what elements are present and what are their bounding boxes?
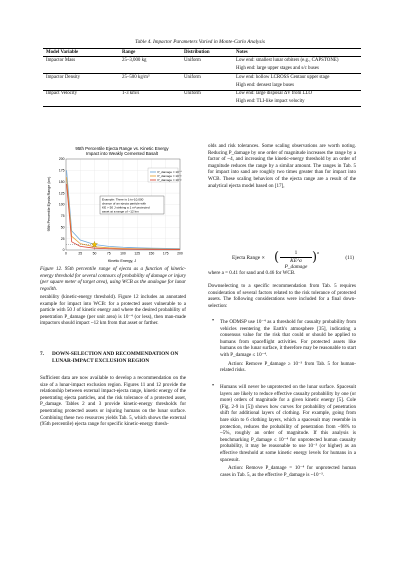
bullet-marker: • bbox=[212, 383, 215, 389]
ejecta-range-chart bbox=[44, 144, 186, 264]
table-row bbox=[43, 98, 361, 106]
annotation-text: KE > 50 J striking a 1 m² protected bbox=[102, 205, 150, 210]
left-column-para-2 bbox=[40, 375, 186, 428]
chart-title-line2: Impact into Weakly Cemented Basalt bbox=[86, 151, 158, 156]
table-cell-variable: Impactor Density bbox=[43, 73, 119, 81]
annotation-text: Example: There is 1-in-10,000 bbox=[102, 197, 144, 202]
table-row bbox=[43, 65, 361, 73]
right-column-para-2 bbox=[208, 283, 356, 309]
chart-xlabel: Kinetic Energy, J bbox=[107, 259, 137, 263]
legend-label: P_damage = 10⁻⁴ bbox=[157, 170, 182, 175]
right-column-eq-note bbox=[208, 270, 356, 277]
right-column-para-1 bbox=[208, 143, 356, 189]
table-header-distribution: Distribution bbox=[181, 49, 233, 57]
table-cell-range: 1-3 km/s bbox=[119, 90, 181, 98]
chart-legend bbox=[148, 168, 182, 182]
x-tick-label: 0 bbox=[65, 251, 67, 256]
bullet-item-1 bbox=[220, 319, 356, 374]
table-caption: Table 4. Impactor Parameters Varied in Monte-Carlo Analysis bbox=[135, 39, 265, 45]
bullet-marker: • bbox=[212, 318, 215, 324]
y-tick-label: 75 bbox=[60, 214, 65, 219]
table-cell-distribution: Uniform bbox=[181, 73, 233, 81]
paragraph: Sufficient data are now available to develop a recommendation on the size of a lunar-impact exclusion region. Figures 11 and 12 provide the relationship between external impact-ejecta range, kinetic energy of the penetrating ejecta particles, and the risk tolerance of a protected asset, P_damage. Tables 2 and 3 provide kinetic-energy thresholds for penetrating protected assets or injuring humans on the lunar surface. Combining these two resources yields Tab. 5, which shows the external (95th percentile) ejecta range for specific kinetic-energy thresh- bbox=[40, 375, 186, 428]
x-tick-label: 50 bbox=[92, 251, 97, 256]
table-row bbox=[43, 90, 361, 98]
x-tick-label: 100 bbox=[120, 251, 126, 256]
equation-fraction bbox=[280, 250, 312, 270]
table-cell-note: High end: TLI-like impact velocity bbox=[233, 98, 361, 106]
table-cell-range: 25–500 kg/m³ bbox=[119, 73, 181, 81]
paragraph: nerability (kinetic-energy threshold). Figure 12 includes an annotated example for impact into WCB: for a protected asset vulnerable to a particle with 50 J of kinetic energy and where the desired probability of penetration P_damage (per unit area) is 10⁻⁴ (or less), then man-made impactors should impact ~12 km from that asset or farther. bbox=[40, 294, 186, 327]
section-heading-7 bbox=[40, 351, 186, 365]
bullet-item-2 bbox=[220, 384, 356, 478]
table-cell-note: High end: densest large buses bbox=[236, 82, 295, 88]
y-tick-label: 50 bbox=[60, 225, 65, 230]
paragraph: where a = 0.41 for sand and 0.46 for WCB. bbox=[208, 270, 296, 276]
y-tick-label: 100 bbox=[58, 202, 65, 207]
equation-exponent: a bbox=[317, 250, 319, 255]
chart-title-line1: 95th Percentile Ejecta Range vs. Kinetic Energy bbox=[75, 146, 169, 151]
table-cell-note: High end: large upper stages and s/c buses bbox=[236, 65, 319, 71]
figure-12 bbox=[44, 144, 186, 264]
equation-numerator: 1 bbox=[294, 250, 298, 256]
paragraph: Downselecting to a specific recommendation from Tab. 5 requires consideration of several factors related to the risk tolerance of protected assets. The following considerations were included for a final down-selection: bbox=[208, 283, 356, 309]
table-cell-range: 25–3,000 kg bbox=[119, 57, 181, 65]
x-tick-label: 175 bbox=[162, 251, 169, 256]
table-cell-note: Low end: large disposal ΔV from LLO bbox=[233, 90, 361, 98]
equation-number: (11) bbox=[345, 255, 354, 261]
table-row bbox=[43, 73, 361, 81]
table-header-variable: Model Variable bbox=[43, 49, 119, 57]
x-tick-label: 200 bbox=[177, 251, 183, 256]
annotation-text: chance of an ejecta particle with bbox=[102, 201, 147, 206]
table-cell-note: Low end: hollow LCROSS Centaur upper stage bbox=[233, 73, 361, 81]
table-cell-distribution: Uniform bbox=[181, 57, 233, 65]
y-tick-label: 25 bbox=[60, 236, 65, 241]
table-row bbox=[43, 57, 361, 65]
figure-caption: Figure 12. 95th percentile range of ejecta as a function of kinetic-energy threshold for several contours of probability of damage or injury (per square meter of target area), using WCB as the analogue for lunar regolith. bbox=[40, 266, 186, 292]
bullet-action: Action: Remove P_damage ≥ 10⁻³ from Tab. 5 for human-related risks. bbox=[220, 360, 356, 374]
table-header-row bbox=[43, 49, 361, 57]
bullet-text: The ODMSP use 10⁻⁴ as a threshold for casualty probability from vehicles reentering the Earth's atmosphere [35], indicating a consensus value for the risk that could or should be applied to humans from spaceflight activities. For protected assets like humans on the lunar surface, it therefore may be reasonable to start with P_damage ≤ 10⁻⁴. bbox=[220, 319, 356, 358]
impactor-parameters-table bbox=[43, 48, 361, 107]
y-tick-label: 150 bbox=[58, 179, 65, 184]
x-tick-label: 150 bbox=[148, 251, 155, 256]
x-tick-label: 125 bbox=[134, 251, 141, 256]
paragraph: olds and risk tolerances. Some scaling observations are worth noting. Reducing P_damage by one order of magnitude increases the range by a factor of ~4, and increasing the kinetic-energy threshold by an order of magnitude reduces the range by a similar amount. The ranges in Tab. 5 for impact into sand are roughly two times greater than for impact into WCB. These scaling behaviors of the ejecta range are a result of the analytical ejecta model based on [17], bbox=[208, 143, 356, 189]
annotation-text: asset at a range of ~12 km bbox=[102, 209, 139, 214]
section-title: DOWN-SELECTION AND RECOMMENDATION ON LUNAR-IMPACT EXCLUSION REGION bbox=[52, 351, 179, 364]
table-header-notes: Notes bbox=[233, 49, 361, 57]
left-column-para-1 bbox=[40, 294, 186, 327]
table-row bbox=[43, 82, 361, 90]
table-cell-note: Low end: smallest lunar orbiters (e.g., CAPSTONE) bbox=[233, 57, 361, 65]
legend-label: P_damage = 10⁻² bbox=[157, 178, 182, 183]
equation-11 bbox=[208, 249, 356, 271]
table-header-range: Range bbox=[119, 49, 181, 57]
equation-open-paren: ( bbox=[274, 250, 280, 265]
section-number: 7. bbox=[40, 351, 44, 357]
y-tick-label: 0 bbox=[62, 248, 65, 253]
bullet-action: Action: Remove P_damage = 10⁻⁴ for unprotected human cases in Tab. 5, as the effective P_damage is ~10⁻³. bbox=[220, 465, 356, 478]
equation-denominator: KE^a P_damage bbox=[284, 258, 308, 271]
table-cell-variable: Impactor Mass bbox=[43, 57, 119, 65]
y-tick-label: 175 bbox=[58, 168, 65, 173]
y-tick-label: 200 bbox=[58, 157, 65, 162]
bullet-text: Humans will never be unprotected on the lunar surface. Spacesuit layers are likely to reduce effective casualty probability by one (or more) orders of magnitude for a given kinetic energy [5]. Cole (Fig. 2-9 in [5]) shows how curves for probability of penetration shift for additional layers of clothing. For example, going from bare skin to 6 clothing layers, which a spacesuit may resemble in protection, reduces the probability of penetration from ~98% to ~5%, roughly an order of magnitude. If this analysis is benchmarking P_damage ≤ 10⁻⁴ for unprotected human casualty probability, it may be reasonable to use 10⁻³ (or higher) as an effective threshold at some kinetic energy levels for humans in a spacesuit. bbox=[220, 384, 356, 463]
x-tick-label: 25 bbox=[78, 251, 83, 256]
equation-lhs: Ejecta Range ∝ bbox=[232, 255, 265, 261]
y-tick-label: 125 bbox=[58, 191, 65, 196]
table-cell-distribution: Uniform bbox=[181, 90, 233, 98]
chart-ylabel: 95th Percentile Ejecta Range (km) bbox=[47, 176, 51, 232]
x-tick-label: 75 bbox=[106, 251, 111, 256]
table-cell-variable: Impact Velocity bbox=[43, 90, 119, 98]
equation-close-paren: ) bbox=[312, 250, 318, 265]
legend-label: P_damage = 10⁻³ bbox=[157, 174, 182, 179]
